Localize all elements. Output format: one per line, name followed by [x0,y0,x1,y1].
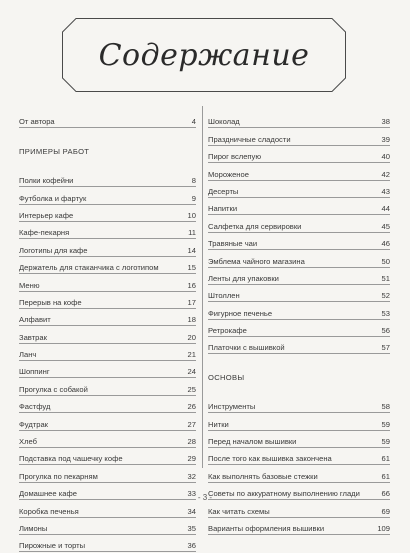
toc-entry-page: 15 [187,263,196,273]
toc-entry-title: Футболка и фартук [19,193,87,203]
toc-entry [208,199,390,216]
spacer [19,159,196,171]
toc-entry-title: Праздничные сладости [208,134,291,144]
toc-entry [19,112,196,129]
leader-line [19,447,196,448]
toc-entry-title: Подставка под чашечку кофе [19,454,123,464]
toc-entry-page: 39 [381,134,390,144]
toc-entry [19,397,196,414]
toc-entry [208,519,390,536]
toc-entry-page: 27 [187,419,196,429]
toc-entry-page: 109 [377,523,390,533]
toc-entry-title: Пирог вслепую [208,152,262,162]
toc-entry [19,258,196,275]
toc-entry-title: Полки кофейни [19,176,74,186]
toc-entry-title: Прогулка по пекарням [19,471,98,481]
toc-entry [19,310,196,327]
leader-line [19,291,196,292]
toc-entry [19,188,196,205]
toc-entry-title: Ленты для упаковки [208,273,279,283]
toc-entry-title: Лимоны [19,523,48,533]
toc-entry-title: Напитки [208,204,238,214]
toc-entry-title: Логотипы для кафе [19,245,88,255]
toc-entry [19,432,196,449]
toc-entry-page: 61 [381,471,390,481]
toc-entry-title: Кафе-пекарня [19,228,70,238]
toc-entry [208,432,390,449]
toc-entry [208,216,390,233]
spacer [208,355,390,367]
toc-entry [208,112,390,129]
toc-entry-title: Инструменты [208,402,256,412]
toc-entry-title: Перед началом вышивки [208,437,297,447]
toc-entry-page: 42 [381,169,390,179]
toc-entry [208,397,390,414]
toc-entry [208,164,390,181]
toc-entry [19,171,196,188]
toc-entry-title: Платочки с вышивкой [208,343,285,353]
toc-entry-page: 17 [187,297,196,307]
toc-entry-page: 59 [381,419,390,429]
toc-entry-title: Эмблема чайного магазина [208,256,305,266]
leader-line [208,430,390,431]
toc-entry [208,286,390,303]
column-divider [202,106,203,468]
toc-entry [208,321,390,338]
toc-right-column [208,112,390,536]
toc-entry-title: Десерты [208,186,239,196]
toc-entry-page: 21 [187,350,196,360]
toc-entry-page: 33 [187,489,196,499]
toc-entry-page: 25 [187,384,196,394]
toc-entry [19,293,196,310]
toc-entry-page: 10 [187,210,196,220]
toc-entry [208,182,390,199]
toc-entry-page: 46 [381,239,390,249]
toc-entry [19,327,196,344]
toc-entry [19,466,196,483]
toc-entry-title: Штоллен [208,291,240,301]
toc-entry-title: Шоппинг [19,367,50,377]
toc-entry-title: Фастфуд [19,402,51,412]
toc-entry [208,414,390,431]
toc-entry-page: 56 [381,326,390,336]
toc-entry [19,449,196,466]
toc-entry-title: Хлеб [19,437,37,447]
toc-entry-title: Алфавит [19,315,51,325]
toc-entry-page: 8 [191,176,196,186]
toc-entry [208,269,390,286]
toc-entry-title: Интерьер кафе [19,210,74,220]
toc-entry-title: Варианты оформления вышивки [208,523,325,533]
toc-entry [19,414,196,431]
toc-entry-title: Ретрокафе [208,326,247,336]
toc-entry [19,206,196,223]
toc-entry-page: 38 [381,117,390,127]
spacer [19,129,196,141]
toc-entry-page: 14 [187,245,196,255]
toc-entry-page: 61 [381,454,390,464]
toc-entry-title: Как выполнять базовые стежки [208,471,318,481]
toc-entry [208,147,390,164]
toc-entry-page: 58 [381,402,390,412]
toc-entry-page: 69 [381,506,390,516]
toc-entry [19,240,196,257]
toc-entry-page: 16 [187,280,196,290]
toc-entry-title: Коробка печенья [19,506,79,516]
toc-entry-page: 57 [381,343,390,353]
toc-entry-title: Травяные чаи [208,239,258,249]
toc-entry [208,338,390,355]
toc-entry [19,275,196,292]
spacer [208,385,390,397]
toc-entry-title: Завтрак [19,332,47,342]
toc-entry-page: 4 [191,117,196,127]
toc-entry-title: Ланч [19,350,37,360]
toc-entry-page: 32 [187,471,196,481]
toc-entry [208,449,390,466]
toc-entry-title: Перерыв на кофе [19,297,82,307]
toc-entry-page: 40 [381,152,390,162]
toc-entry-page: 26 [187,402,196,412]
leader-line [19,360,196,361]
toc-entry-title: Фудтрак [19,419,48,429]
toc-entry [19,379,196,396]
toc-entry-page: 66 [381,489,390,499]
toc-entry-page: 9 [191,193,196,203]
toc-entry-page: 11 [188,228,196,238]
toc-entry-page: 51 [381,273,390,283]
toc-entry [19,223,196,240]
toc-entry-page: 43 [381,186,390,196]
toc-entry-title: Держатель для стаканчика с логотипом [19,263,159,273]
toc-entry [19,536,196,553]
toc-entry-title: Домашнее кафе [19,489,77,499]
toc-entry-title: Мороженое [208,169,249,179]
toc-entry-page: 34 [187,506,196,516]
toc-entry [208,251,390,268]
toc-entry [208,303,390,320]
toc-entry-title: Прогулка с собакой [19,384,88,394]
toc-entry [19,501,196,518]
toc-entry [208,501,390,518]
toc-entry-title: Фигурное печенье [208,308,273,318]
toc-entry-page: 36 [187,541,196,551]
page-title: Содержание [98,37,310,73]
toc-entry [208,234,390,251]
toc-entry-page: 18 [187,315,196,325]
toc-entry-page: 59 [381,437,390,447]
toc-entry-page: 24 [187,367,196,377]
toc-entry-title: Шоколад [208,117,240,127]
toc-entry-page: 35 [187,523,196,533]
toc-entry-title: После того как вышивка закончена [208,454,332,464]
toc-entry-title: Советы по аккуратному выполнению глади [208,489,360,499]
toc-entry [19,519,196,536]
toc-left-column [19,112,196,553]
toc-entry [19,345,196,362]
page-number: - 3 - [197,493,213,502]
section-heading: ОСНОВЫ [208,372,245,382]
toc-entry-title: Салфетка для сервировки [208,221,302,231]
toc-entry [208,129,390,146]
toc-entry-title: Меню [19,280,40,290]
toc-entry-title: Как читать схемы [208,506,270,516]
toc-entry-page: 50 [381,256,390,266]
section-heading: ПРИМЕРЫ РАБОТ [19,146,90,156]
toc-entry-page: 28 [187,437,196,447]
toc-entry [19,362,196,379]
toc-entry-page: 52 [381,291,390,301]
toc-entry-title: Пирожные и торты [19,541,86,551]
toc-entry-title: Нитки [208,419,229,429]
toc-entry-page: 20 [187,332,196,342]
toc-entry-page: 29 [187,454,196,464]
toc-entry [208,466,390,483]
toc-entry-page: 44 [381,204,390,214]
toc-entry-page: 45 [381,221,390,231]
toc-entry-page: 53 [381,308,390,318]
toc-entry-title: От автора [19,117,55,127]
